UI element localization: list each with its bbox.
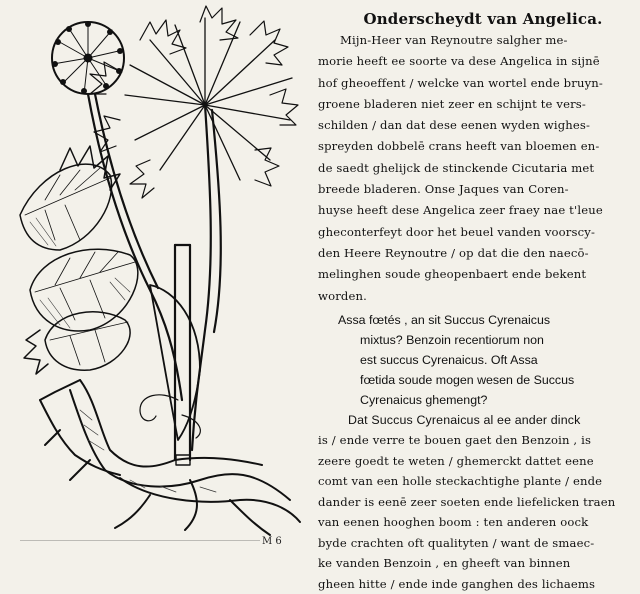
question-line: fœtida soude mogen wesen de Succus [360,372,575,387]
text-line: dander is eenē zeer soeten ende liefelicken traen [318,494,616,509]
text-line: schilden / dan dat dese eenen wyden wighes- [318,118,591,133]
text-line: groene bladeren niet zeer en schijnt te vers- [318,96,586,111]
question-line: est succus Cyrenaicus. Oft Assa [360,352,538,367]
question-line: Cyrenaicus ghemengt? [360,392,488,407]
text-line: huyse heeft dese Angelica zeer fraey nae t'leue [318,203,603,218]
question-line: Assa fœtés , an sit Succus Cyrenaicus [338,312,551,327]
leaf-veins [25,168,135,365]
page-edge-line [20,540,260,541]
text-line: Dat Succus Cyrenaicus al ee ander dinck [348,412,581,427]
section-heading: Onderscheydt van Angelica. [363,10,603,28]
leaf-hatching [30,218,130,328]
question-line: mixtus? Benzoin recentiorum non [360,332,544,347]
text-line: den Heere Reynoutre / op dat die den naecō- [318,245,589,260]
text-line: spreyden dobbelē crans heeft van bloemen en- [318,139,600,154]
text-line: ke vanden Benzoin , en gheeft van binnen [318,556,571,571]
text-line: hof gheoeffent / welcke van wortel ende bruyn- [318,75,603,90]
text-line: is / ende verre te bouen gaet den Benzoin , is [318,433,592,448]
flower-umbel-left [52,21,124,94]
text-line: byde crachten oft qualityten / want de smaec- [318,535,595,550]
plant-stems [88,94,221,460]
umbel-leaflets [90,6,298,198]
text-line: breede bladeren. Onse Jaques van Coren- [318,182,569,197]
text-line: van eenen hooghen boom : ten anderen oock [318,515,589,530]
root [40,380,300,535]
text-line: gheconterfeyt door het beuel vanden voorscy- [318,224,596,239]
text-line: comt van een holle steckachtighe plante / ende [318,474,603,489]
text-line: worden. [318,288,367,303]
bottom-text-fragment: M 6 [262,536,282,547]
paragraph-succus-cyrenaicus [316,410,636,594]
text-line: Mijn-Heer van Reynoutre salgher me- [340,33,568,47]
text-line: zeere goedt te weten / ghemerckt dattet eene [318,453,594,468]
question-assa-foetida [338,310,636,410]
text-line: morie heeft ee soorte va dese Angelica in sijnē [318,54,600,69]
angelica-woodcut-illustration [0,0,318,548]
text-line: gheen hitte / ende inde ganghen des lichaems [318,576,596,591]
text-line: de saedt ghelijck de stinckende Cicutaria met [318,160,595,175]
compound-leaves-left [20,146,138,374]
paragraph-angelica-description [316,30,636,307]
text-line: melinghen soude gheopenbaert ende bekent [318,267,587,282]
text-column [316,10,636,594]
